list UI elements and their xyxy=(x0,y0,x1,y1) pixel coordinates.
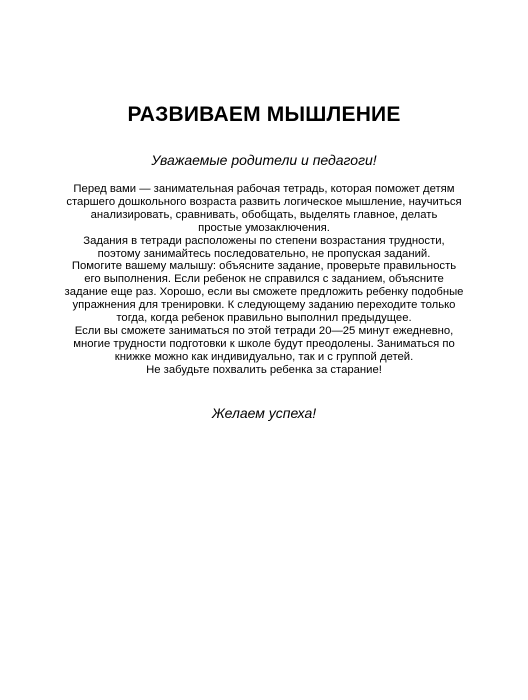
body-line: Перед вами — занимательная рабочая тетрадь, которая поможет детям xyxy=(73,183,455,195)
body-line: Если вы сможете заниматься по этой тетради 20—25 минут ежедневно, xyxy=(74,324,454,337)
body-line: Помогите вашему малышу: объясните задание, проверьте правильность xyxy=(71,260,457,273)
body-line: старшего дошкольного возраста развить логическое мышление, научиться xyxy=(66,195,462,208)
body-line: анализировать, сравнивать, обобщать, выделять главное, делать xyxy=(90,208,438,221)
body-line: поэтому занимайтесь последовательно, не пропуская заданий. xyxy=(97,247,431,260)
body-line: его выполнения. Если ребенок не справился с заданием, объясните xyxy=(84,273,444,286)
body-line: Не забудьте похвалить ребенка за старание! xyxy=(146,363,382,376)
body-line: книжке можно как индивидуально, так и с группой детей. xyxy=(114,350,414,363)
closing-line: Желаем успеха! xyxy=(211,405,317,421)
page-title: РАЗВИВАЕМ МЫШЛЕНИЕ xyxy=(127,103,401,126)
body-line: простые умозаключения. xyxy=(198,221,330,234)
body-line: задание еще раз. Хорошо, если вы сможете предложить ребенку подобные xyxy=(64,286,464,299)
body-line: многие трудности подготовки к школе будут преодолены. Заниматься по xyxy=(73,337,455,350)
body-text xyxy=(58,183,470,377)
body-line: упражнения для тренировки. К следующему заданию переходите только xyxy=(72,299,456,312)
greeting: Уважаемые родители и педагоги! xyxy=(151,152,377,168)
body-line: Задания в тетради расположены по степени возрастания трудности, xyxy=(83,234,445,247)
body-line: тогда, когда ребенок правильно выполнил предыдущее. xyxy=(116,312,412,325)
